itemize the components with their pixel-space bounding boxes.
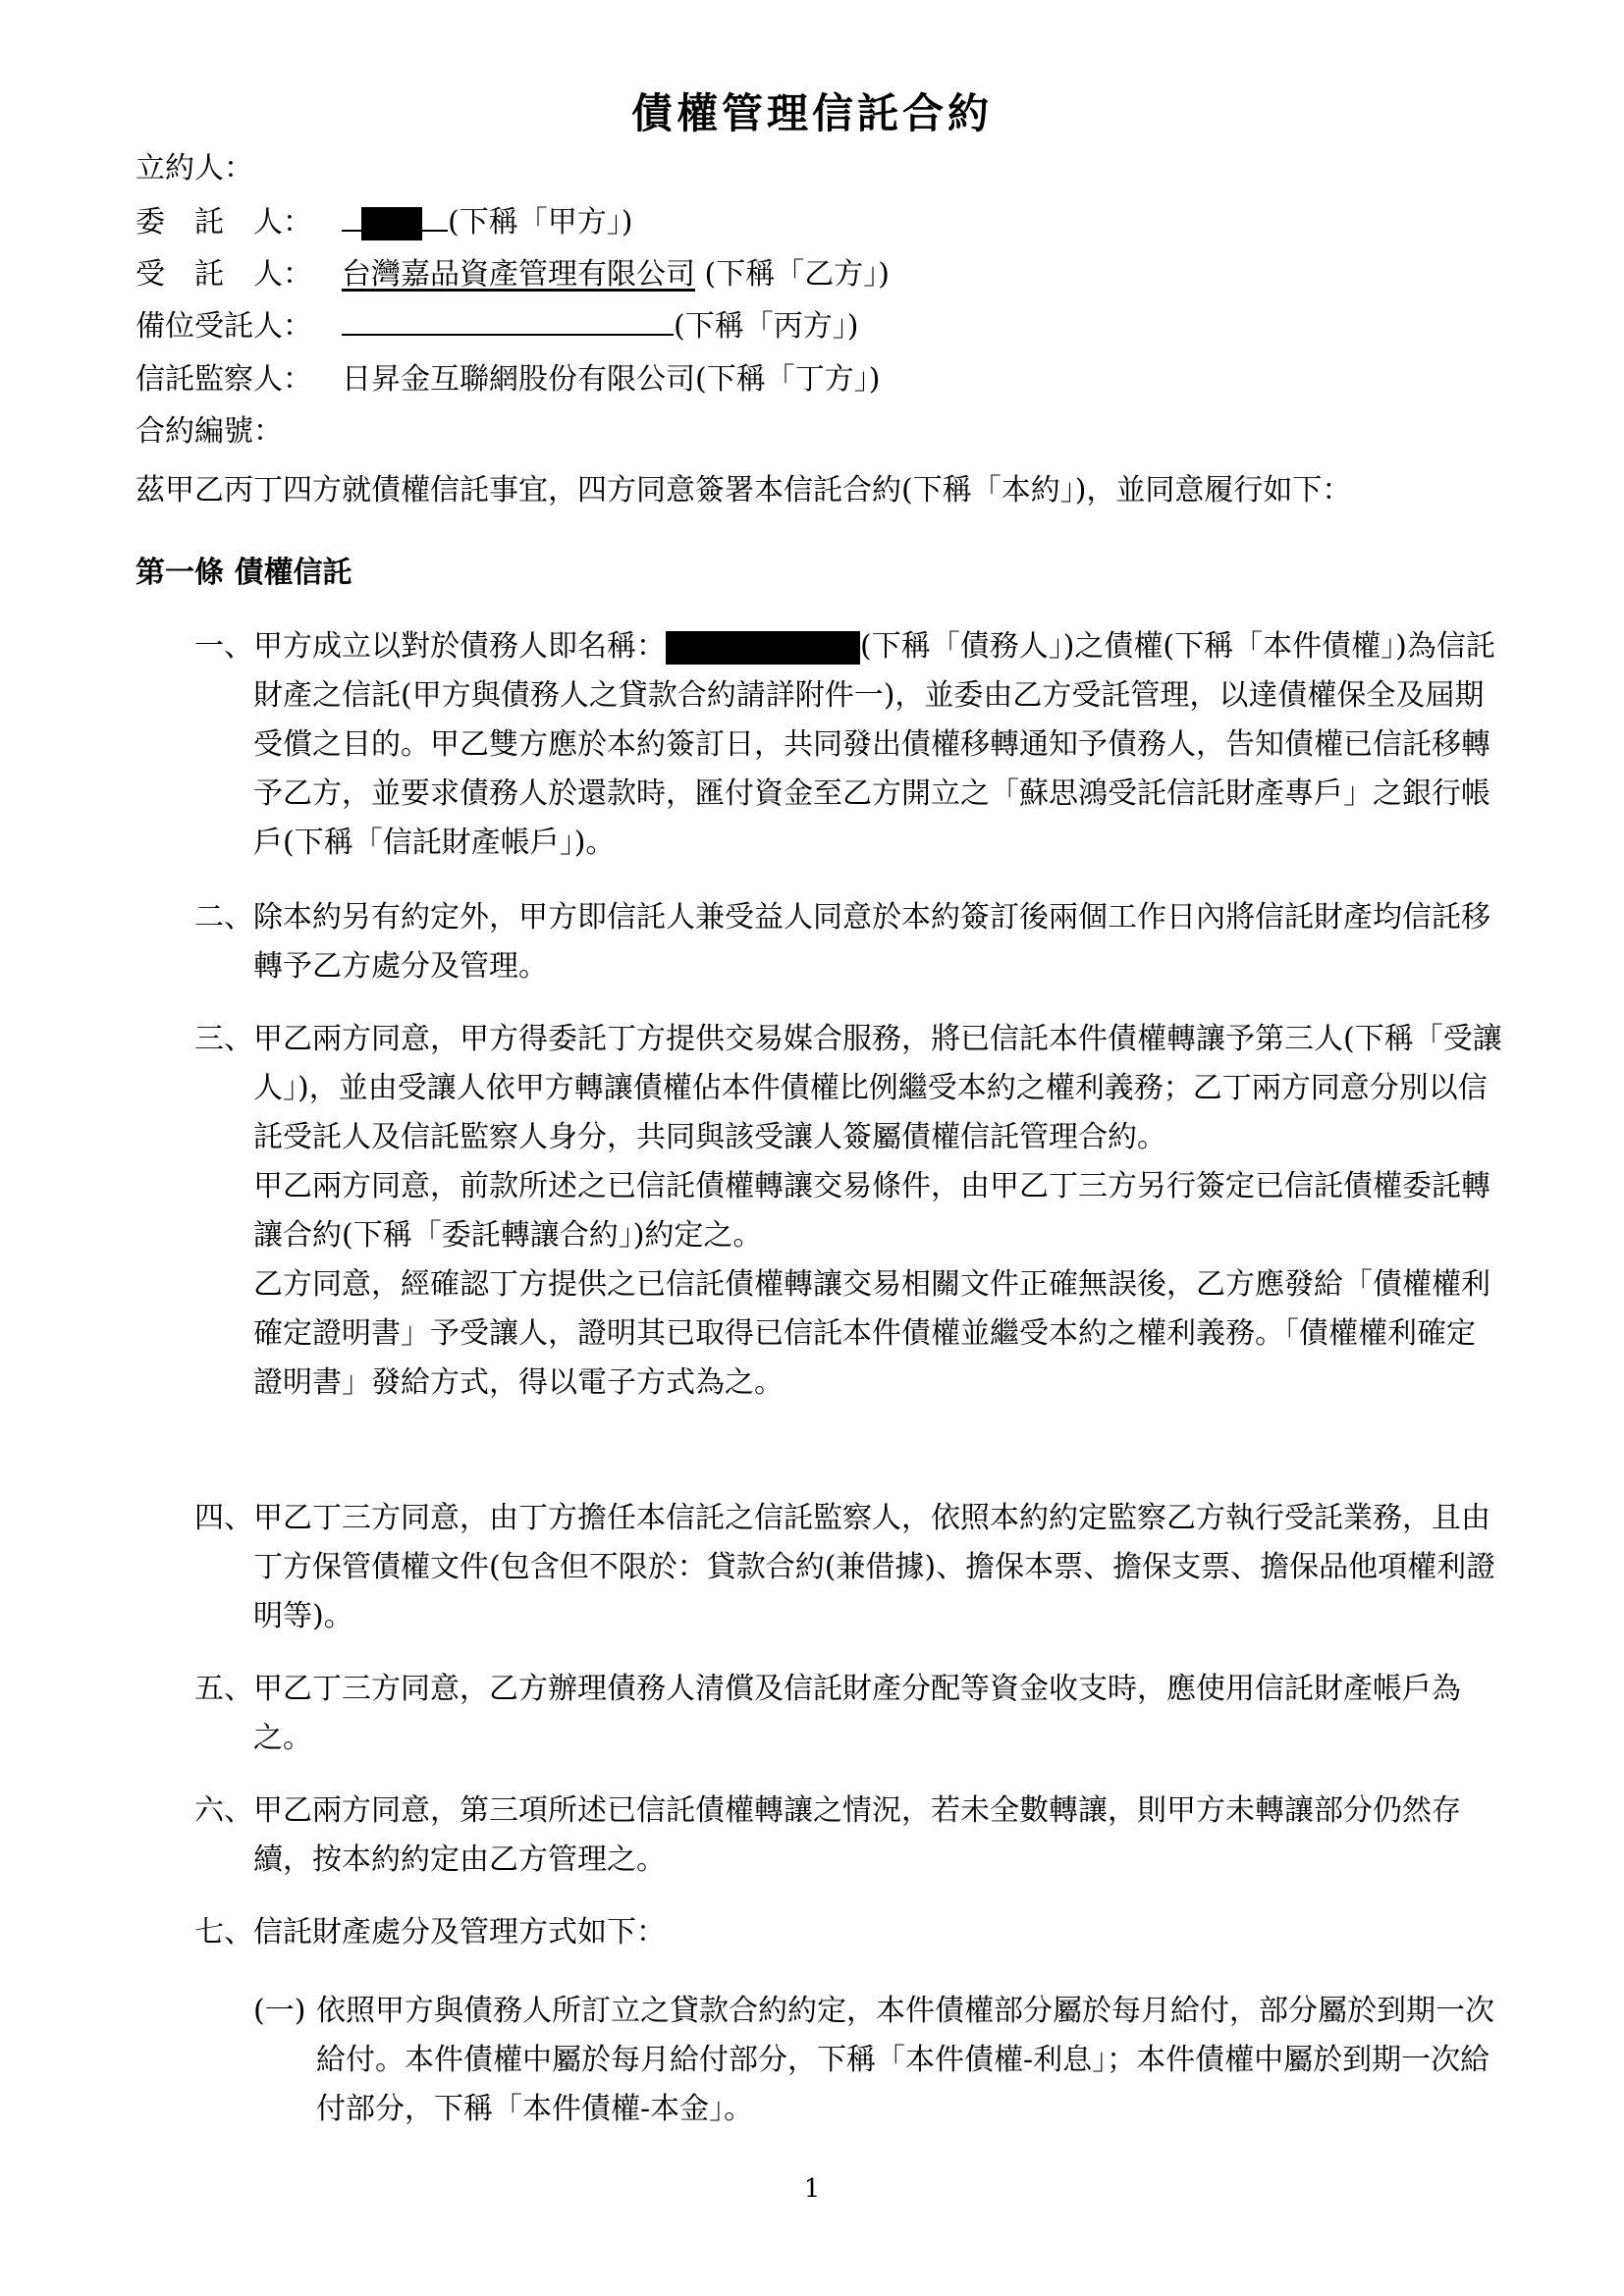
clause-number: 六、 bbox=[194, 1793, 253, 1828]
clause-item-6 bbox=[194, 1787, 1502, 1885]
party-name: 台灣嘉品資產管理有限公司 bbox=[342, 257, 695, 292]
clause-subitem-7-1 bbox=[253, 1987, 1502, 2134]
party-entrustor bbox=[135, 201, 632, 244]
party-name: 日昇金互聯網股份有限公司 bbox=[342, 362, 695, 397]
party-suffix: (下稱「乙方」) bbox=[704, 257, 890, 292]
party-backup-trustee bbox=[135, 305, 858, 348]
redacted-debtor-name bbox=[666, 631, 860, 665]
clause-number: 四、 bbox=[194, 1501, 253, 1535]
clause-text: 除本約另有約定外，甲方即信託人兼受益人同意於本約簽訂後兩個工作日內將信託財產均信託移轉予乙方處分及管理。 bbox=[253, 900, 1490, 984]
clause-number: 一、 bbox=[194, 629, 253, 664]
clause-text: 甲乙兩方同意，第三項所述已信託債權轉讓之情況，若未全數轉讓，則甲方未轉讓部分仍然存續，按本約約定由乙方管理之。 bbox=[253, 1793, 1461, 1877]
party-label: 信託監察人： bbox=[135, 362, 312, 397]
clause-item-4 bbox=[194, 1494, 1502, 1641]
redacted-name bbox=[361, 207, 422, 240]
name-underline bbox=[422, 230, 448, 232]
subclause-number: (一) bbox=[253, 1994, 306, 2028]
party-suffix: (下稱「丁方」) bbox=[695, 362, 881, 397]
clause-item-7 bbox=[194, 1908, 1502, 1957]
party-suffix: (下稱「丙方」) bbox=[674, 309, 859, 344]
clause-item-3 bbox=[194, 1015, 1502, 1408]
clause-text: 甲乙丁三方同意，乙方辦理債務人清償及信託財產分配等資金收支時，應使用信託財產帳戶為之。 bbox=[253, 1672, 1461, 1755]
clause-paragraph: 乙方同意，經確認丁方提供之已信託債權轉讓交易相關文件正確無誤後，乙方應發給「債權權利確定證明書」予受讓人，證明其已取得已信託本件債權並繼受本約之權利義務。「債權權利確定證明書」發給方式，得以電子方式為之。 bbox=[253, 1267, 1490, 1400]
party-trustee bbox=[135, 253, 890, 296]
clause-number: 二、 bbox=[194, 900, 253, 934]
parties-heading: 立約人： bbox=[135, 151, 253, 186]
clause-text: 甲方成立以對於債務人即名稱： bbox=[253, 629, 666, 664]
clause-paragraph: 甲乙兩方同意，前款所述之已信託債權轉讓交易條件，由甲乙丁三方另行簽定已信託債權委託轉讓合約(下稱「委託轉讓合約」)約定之。 bbox=[253, 1169, 1490, 1253]
subclause-text: 依照甲方與債務人所訂立之貸款合約約定，本件債權部分屬於每月給付，部分屬於到期一次給付。本件債權中屬於每月給付部分，下稱「本件債權-利息」；本件債權中屬於到期一次給付部分，下稱「本件債權-本金」。 bbox=[316, 1994, 1494, 2126]
clause-number: 三、 bbox=[194, 1022, 253, 1056]
article-heading: 第一條 債權信託 bbox=[135, 556, 352, 590]
party-supervisor bbox=[135, 358, 880, 401]
name-underline bbox=[342, 230, 361, 232]
document-title: 債權管理信託合約 bbox=[630, 89, 993, 137]
contract-number-label: 合約編號： bbox=[135, 414, 283, 449]
clause-number: 五、 bbox=[194, 1672, 253, 1706]
party-suffix: (下稱「甲方」) bbox=[448, 205, 633, 240]
intro-paragraph: 茲甲乙丙丁四方就債權信託事宜，四方同意簽署本信託合約(下稱「本約」)，並同意履行如下： bbox=[135, 473, 1352, 507]
page-number: 1 bbox=[803, 2174, 821, 2204]
clause-text: 信託財產處分及管理方式如下： bbox=[253, 1915, 666, 1949]
clause-text: 甲乙丁三方同意，由丁方擔任本信託之信託監察人，依照本約約定監察乙方執行受託業務，且由丁方保管債權文件(包含但不限於：貸款合約(兼借據)、擔保本票、擔保支票、擔保品他項權利證明等)。 bbox=[253, 1501, 1496, 1633]
clause-number: 七、 bbox=[194, 1915, 253, 1949]
party-label: 受 託 人： bbox=[135, 257, 312, 292]
clause-item-2 bbox=[194, 893, 1502, 991]
name-blank-line bbox=[342, 334, 674, 336]
clause-item-5 bbox=[194, 1665, 1502, 1763]
clause-item-1 bbox=[194, 622, 1502, 868]
clause-paragraph: 甲乙兩方同意，甲方得委託丁方提供交易媒合服務，將已信託本件債權轉讓予第三人(下稱「受讓人」)，並由受讓人依甲方轉讓債權佔本件債權比例繼受本約之權利義務；乙丁兩方同意分別以信託受託人及信託監察人身分，共同與該受讓人簽屬債權信託管理合約。 bbox=[253, 1022, 1502, 1154]
party-label: 委 託 人： bbox=[135, 205, 312, 240]
clause-text: (下稱「債務人」)之債權(下稱「本件債權」)為信託財產之信託(甲方與債務人之貸款合約請詳附件一)，並委由乙方受託管理，以達債權保全及屆期受償之目的。甲乙雙方應於本約簽訂日，共同發出債權移轉通知予債務人，告知債權已信託移轉予乙方，並要求債務人於還款時，匯付資金至乙方開立之「蘇思鴻受託信託財產專戶」之銀行帳戶(下稱「信託財產帳戶」)。 bbox=[253, 629, 1495, 860]
party-label: 備位受託人： bbox=[135, 309, 312, 344]
